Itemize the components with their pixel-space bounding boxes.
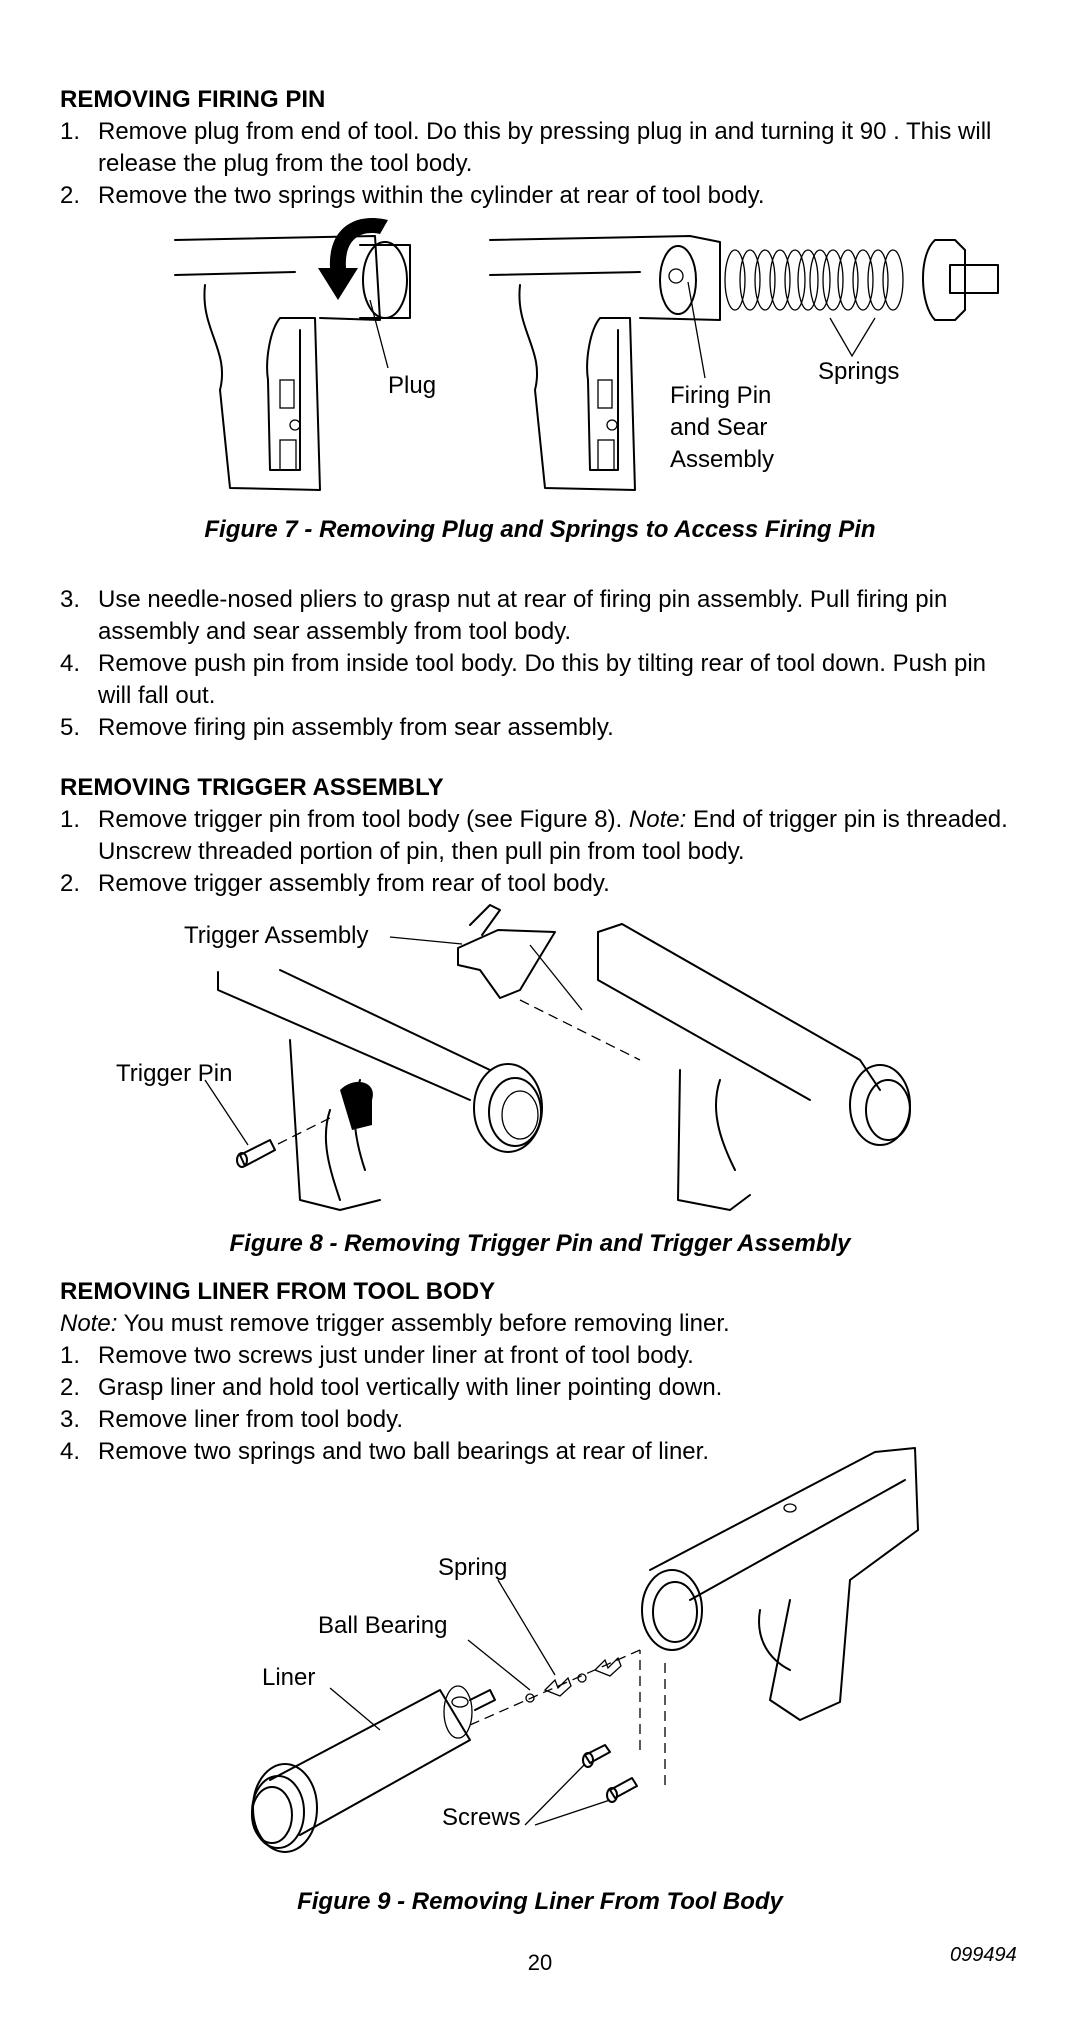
screw-part-icon bbox=[583, 1745, 637, 1802]
step-text: Grasp liner and hold tool vertically with liner pointing down. bbox=[98, 1374, 723, 1401]
label-liner: Liner bbox=[262, 1664, 316, 1691]
label-firing-pin-line3: Assembly bbox=[670, 446, 775, 473]
label-plug: Plug bbox=[388, 372, 437, 399]
step-text-post: End of trigger pin is threaded. Unscrew threaded portion of pin, then pull pin from tool body. bbox=[98, 806, 1008, 865]
figure-9-caption: Figure 9 - Removing Liner From Tool Body bbox=[297, 1888, 783, 1915]
note-label: Note: bbox=[628, 806, 687, 833]
step-number: 3. bbox=[60, 586, 81, 613]
figure-8-caption: Figure 8 - Removing Trigger Pin and Trigger Assembly bbox=[229, 1230, 851, 1257]
step-text: Remove push pin from inside tool body. Do this by tilting rear of tool down. Push pin will fall out. bbox=[98, 650, 987, 709]
step-text: Use needle-nosed pliers to grasp nut at rear of firing pin assembly. Pull firing pin assembly and sear assembly from tool body. bbox=[98, 586, 948, 645]
document-code: 099494 bbox=[950, 1944, 1017, 1966]
label-firing-pin-line2: and Sear bbox=[670, 414, 768, 441]
figure-7-caption: Figure 7 - Removing Plug and Springs to Access Firing Pin bbox=[204, 516, 876, 543]
step-number: 2. bbox=[60, 182, 81, 209]
step-number: 3. bbox=[60, 1406, 81, 1433]
step-text-pre: Remove trigger pin from tool body (see Figure 8). bbox=[98, 806, 629, 833]
step-number: 1. bbox=[60, 1342, 81, 1369]
label-springs: Springs bbox=[818, 358, 900, 385]
section-heading-liner: REMOVING LINER FROM TOOL BODY bbox=[60, 1278, 496, 1305]
step-number: 1. bbox=[60, 806, 81, 833]
note-label: Note: bbox=[60, 1310, 118, 1337]
step-text: Remove two springs and two ball bearings at rear of liner. bbox=[98, 1438, 709, 1465]
step-text: Remove the two springs within the cylinder at rear of tool body. bbox=[98, 182, 765, 209]
label-spring: Spring bbox=[438, 1554, 508, 1581]
step-number: 1. bbox=[60, 118, 81, 145]
step-number: 2. bbox=[60, 1374, 81, 1401]
step-text: Remove trigger assembly from rear of tool body. bbox=[98, 870, 610, 897]
step-text: Remove liner from tool body. bbox=[98, 1406, 404, 1433]
label-firing-pin-line1: Firing Pin bbox=[670, 382, 772, 409]
label-trigger-assembly: Trigger Assembly bbox=[184, 922, 369, 949]
page-number: 20 bbox=[527, 1950, 553, 1975]
label-ball-bearing: Ball Bearing bbox=[318, 1612, 448, 1639]
tool-body bbox=[642, 1448, 918, 1720]
label-trigger-pin: Trigger Pin bbox=[116, 1060, 233, 1087]
section-heading-trigger-assembly: REMOVING TRIGGER ASSEMBLY bbox=[60, 774, 444, 801]
step-number: 5. bbox=[60, 714, 81, 741]
step-number: 4. bbox=[60, 650, 81, 677]
step-number: 2. bbox=[60, 870, 81, 897]
step-text: Remove plug from end of tool. Do this by pressing plug in and turning it 90 . This will release the plug from the tool body. bbox=[98, 118, 992, 177]
step-text: Remove two screws just under liner at front of tool body. bbox=[98, 1342, 694, 1369]
section-heading-firing-pin: REMOVING FIRING PIN bbox=[60, 86, 326, 113]
step-text: Remove firing pin assembly from sear assembly. bbox=[98, 714, 614, 741]
note-text: You must remove trigger assembly before removing liner. bbox=[117, 1310, 730, 1337]
label-screws: Screws bbox=[442, 1804, 521, 1831]
step-number: 4. bbox=[60, 1438, 81, 1465]
